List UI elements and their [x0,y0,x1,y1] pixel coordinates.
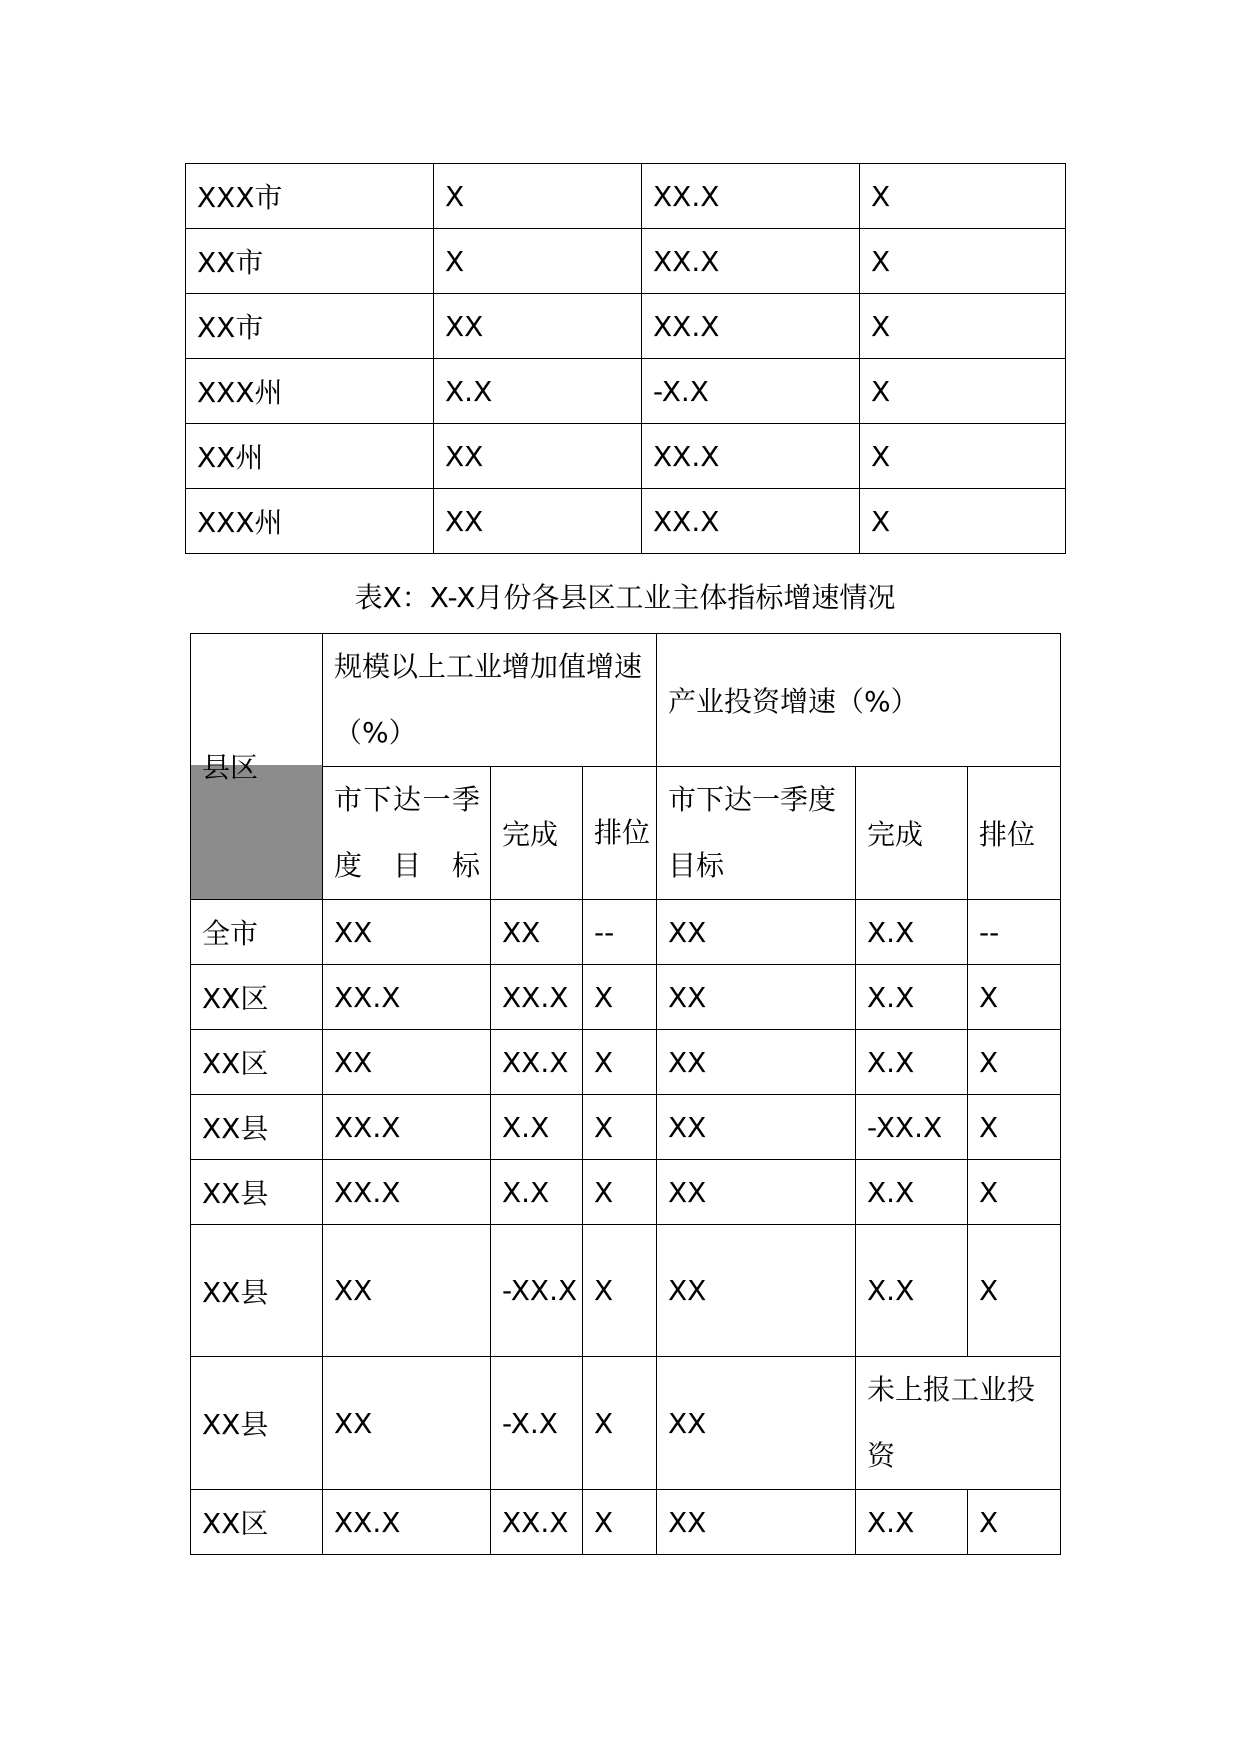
table-cell: -XX.X [856,1095,968,1160]
table-cell: X [968,1160,1061,1225]
table-cell: X.X [856,1225,968,1357]
table-cell: X.X [491,1160,583,1225]
table-cell: XX [323,1030,491,1095]
county-header-label: 县区 [202,751,259,784]
table-cell: XX [657,1030,856,1095]
rank-header-2: 排位 [968,767,1061,900]
table-cell: X.X [856,965,968,1030]
table-cell: XX [657,1225,856,1357]
table-row [186,294,1066,359]
table-cell: -- [583,900,657,965]
table-cell: X [583,1490,657,1555]
table-row [191,1030,1061,1095]
table-cell: XX [323,900,491,965]
done-header-1: 完成 [491,767,583,900]
table-cell: X [968,1225,1061,1357]
table-cell: XX [657,900,856,965]
table-row [186,229,1066,294]
table-cell: -XX.X [491,1225,583,1357]
table-caption: 表X：X-X月份各县区工业主体指标增速情况 [354,581,896,614]
table-cell: X [968,965,1061,1030]
table-cell: X [583,1357,657,1490]
table-cell: XXX州 [186,489,434,554]
table-cell: XX.X [491,1030,583,1095]
table-cell: XX州 [186,424,434,489]
table-cell: XX.X [491,965,583,1030]
table-cell: XX.X [323,1490,491,1555]
table-cell: XX区 [191,1030,323,1095]
table-cell: -- [968,900,1061,965]
table-row [191,1357,1061,1490]
table-row [191,1490,1061,1555]
table-cell: XX [434,489,642,554]
table-cell: XX [491,900,583,965]
table-cell: XXX州 [186,359,434,424]
table-cell: XX.X [323,1160,491,1225]
city-table [185,163,1066,554]
table-cell: XX [434,294,642,359]
table-cell: XX [657,1095,856,1160]
table-cell: X.X [856,1160,968,1225]
target-header-1: 市下达一季度目标 [323,767,491,900]
rank-header-1: 排位 [583,767,657,900]
table-cell: XX [434,424,642,489]
table-cell: -X.X [491,1357,583,1490]
table-cell: XX.X [491,1490,583,1555]
table-cell: XX.X [323,965,491,1030]
table-row [186,359,1066,424]
table-cell: X [860,164,1066,229]
table-cell: X [583,1160,657,1225]
table-cell: X [583,1225,657,1357]
industrial-added-value-header: 规模以上工业增加值增速（%） [323,634,657,767]
table-cell: XX [657,1160,856,1225]
table-cell: XX.X [642,164,860,229]
table-cell: XX县 [191,1357,323,1490]
table-cell: XX.X [642,294,860,359]
industrial-investment-header: 产业投资增速（%） [657,634,1061,767]
table-cell: 全市 [191,900,323,965]
table-cell: -X.X [642,359,860,424]
target-header-2: 市下达一季度目标 [657,767,856,900]
table-cell: X.X [491,1095,583,1160]
table-row [186,164,1066,229]
table-cell: XX.X [642,489,860,554]
table-cell: X [860,424,1066,489]
table-cell: XX.X [642,424,860,489]
table-cell: X [860,294,1066,359]
table-cell: X [968,1095,1061,1160]
table-cell: XX.X [642,229,860,294]
table-cell: XX [323,1225,491,1357]
table-cell: X [968,1030,1061,1095]
table-cell: XX [657,1357,856,1490]
table-cell: X.X [856,1490,968,1555]
table-cell: X [860,229,1066,294]
table-cell: XX [323,1357,491,1490]
table-cell: X [968,1490,1061,1555]
table-cell: X [583,1030,657,1095]
county-indicator-table [190,633,1061,1555]
table-cell: XX区 [191,1490,323,1555]
table-cell: XX [657,965,856,1030]
table-row [186,489,1066,554]
table-cell: X.X [856,1030,968,1095]
table-cell: X [583,1095,657,1160]
table-cell: XX市 [186,294,434,359]
county-column-header [191,634,323,900]
table-row [191,1225,1061,1357]
table-cell: XXX市 [186,164,434,229]
table-row [191,965,1061,1030]
table-cell: X [583,965,657,1030]
table-row-total [191,900,1061,965]
header-row [191,634,1061,767]
table-cell: X [434,164,642,229]
table-cell: XX.X [323,1095,491,1160]
table-row [191,1160,1061,1225]
table-cell: X [860,489,1066,554]
table-cell: X [434,229,642,294]
table-row [191,1095,1061,1160]
table-cell: X.X [856,900,968,965]
table-cell: XX县 [191,1160,323,1225]
table-cell: XX区 [191,965,323,1030]
table-cell: X.X [434,359,642,424]
table-cell: XX县 [191,1095,323,1160]
table-cell: XX [657,1490,856,1555]
done-header-2: 完成 [856,767,968,900]
table-row [186,424,1066,489]
table-cell: XX县 [191,1225,323,1357]
table-cell: XX市 [186,229,434,294]
table-cell-note: 未上报工业投资 [856,1357,1061,1490]
table-cell: X [860,359,1066,424]
